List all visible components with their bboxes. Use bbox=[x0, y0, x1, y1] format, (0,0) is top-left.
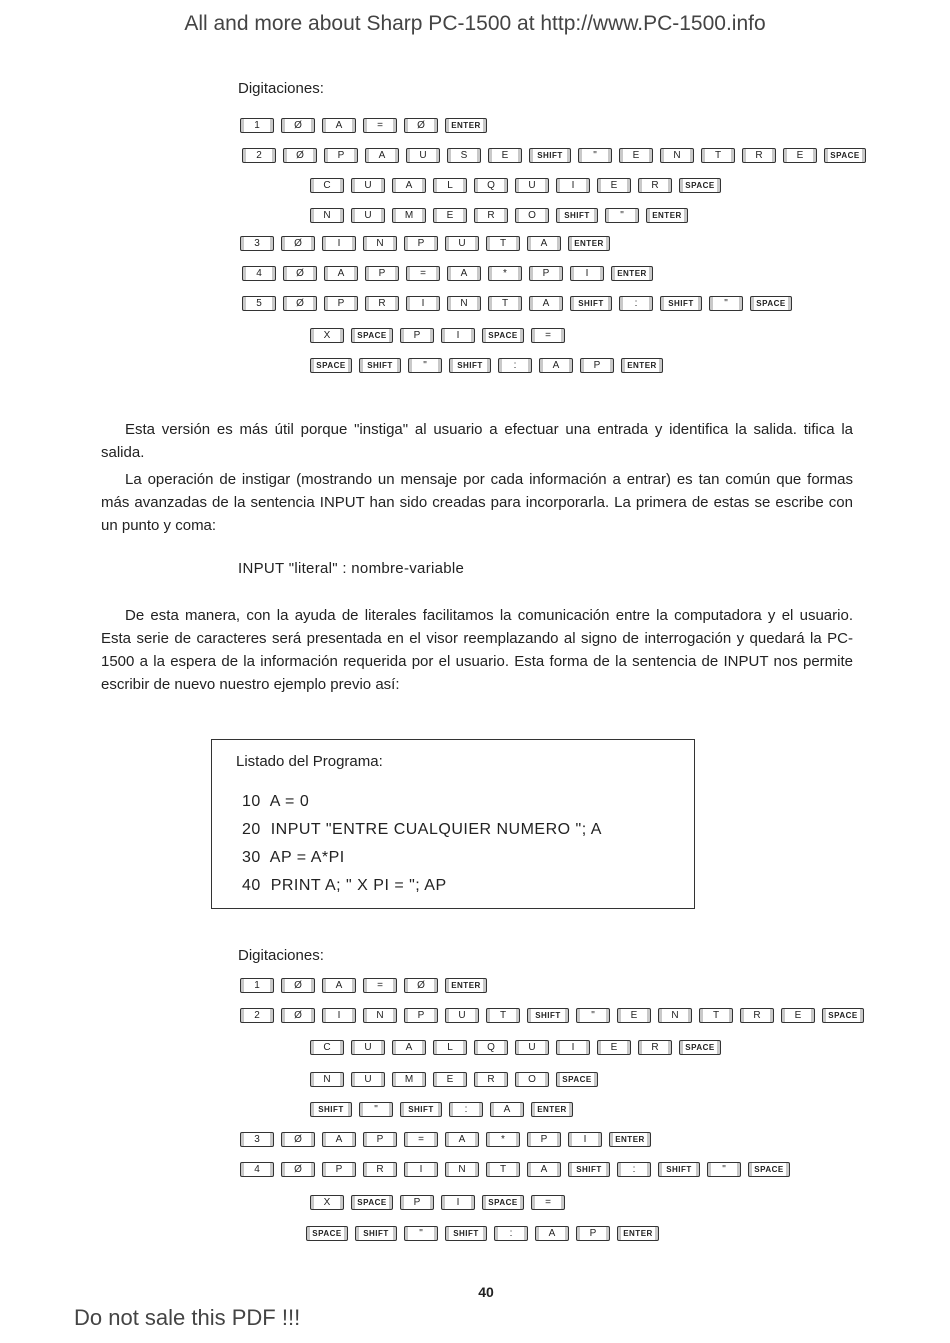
keystrokes-2-row bbox=[310, 1072, 598, 1087]
key-space: SPACE bbox=[310, 358, 352, 373]
paragraph-2: La operación de instigar (mostrando un mensaje por cada información a entrar) es tan común que formas más avanzadas de la sentencia INPUT han sido creadas para incorporarla. La primera de estas se escribe con un punto y coma: bbox=[101, 471, 853, 534]
key-char: E bbox=[597, 178, 631, 193]
input-syntax: INPUT "literal" : nombre-variable bbox=[238, 560, 465, 577]
key-char: I bbox=[441, 1195, 475, 1210]
key-char: U bbox=[515, 1040, 549, 1055]
key-char: R bbox=[638, 1040, 672, 1055]
keystrokes-2-row bbox=[306, 1226, 659, 1241]
key-char: P bbox=[404, 1008, 438, 1023]
key-char: U bbox=[351, 1040, 385, 1055]
page-number: 40 bbox=[478, 1284, 494, 1300]
keystrokes-1-row bbox=[242, 266, 653, 281]
listing-line: 20 INPUT "ENTRE CUALQUIER NUMERO "; A bbox=[242, 821, 602, 838]
key-char: X bbox=[310, 328, 344, 343]
key-char: U bbox=[445, 1008, 479, 1023]
key-char: : bbox=[619, 296, 653, 311]
key-char: R bbox=[740, 1008, 774, 1023]
key-enter: ENTER bbox=[617, 1226, 659, 1241]
key-char: 1 bbox=[240, 978, 274, 993]
key-char: P bbox=[404, 236, 438, 251]
key-space: SPACE bbox=[824, 148, 866, 163]
key-char: 3 bbox=[240, 236, 274, 251]
key-char: = bbox=[363, 978, 397, 993]
key-char: " bbox=[576, 1008, 610, 1023]
keystrokes-1-row bbox=[240, 236, 610, 251]
key-char: I bbox=[406, 296, 440, 311]
key-char: U bbox=[445, 236, 479, 251]
key-char: N bbox=[445, 1162, 479, 1177]
key-char: " bbox=[578, 148, 612, 163]
key-enter: ENTER bbox=[646, 208, 688, 223]
keystrokes-1-row bbox=[310, 208, 688, 223]
keystrokes-1-row bbox=[310, 358, 663, 373]
key-shift: SHIFT bbox=[527, 1008, 569, 1023]
key-shift: SHIFT bbox=[556, 208, 598, 223]
key-char: A bbox=[324, 266, 358, 281]
key-char: * bbox=[488, 266, 522, 281]
key-char: A bbox=[322, 118, 356, 133]
key-char: = bbox=[531, 328, 565, 343]
key-char: 2 bbox=[242, 148, 276, 163]
key-char: Ø bbox=[281, 1008, 315, 1023]
key-char: M bbox=[392, 208, 426, 223]
key-char: 4 bbox=[242, 266, 276, 281]
key-char: O bbox=[515, 1072, 549, 1087]
key-char: A bbox=[447, 266, 481, 281]
keystrokes-2-row bbox=[240, 1162, 790, 1177]
key-char: U bbox=[351, 178, 385, 193]
key-shift: SHIFT bbox=[568, 1162, 610, 1177]
key-char: U bbox=[351, 1072, 385, 1087]
key-enter: ENTER bbox=[611, 266, 653, 281]
key-char: E bbox=[433, 208, 467, 223]
key-char: Ø bbox=[404, 978, 438, 993]
key-char: A bbox=[527, 1162, 561, 1177]
key-char: P bbox=[324, 296, 358, 311]
key-char: " bbox=[707, 1162, 741, 1177]
key-char: T bbox=[486, 1008, 520, 1023]
key-char: Ø bbox=[283, 296, 317, 311]
key-enter: ENTER bbox=[445, 118, 487, 133]
key-shift: SHIFT bbox=[445, 1226, 487, 1241]
key-char: " bbox=[408, 358, 442, 373]
key-space: SPACE bbox=[482, 328, 524, 343]
key-char: = bbox=[406, 266, 440, 281]
key-char: : bbox=[494, 1226, 528, 1241]
listing-line: 10 A = 0 bbox=[242, 793, 310, 810]
keystrokes-2-row bbox=[310, 1040, 721, 1055]
key-shift: SHIFT bbox=[660, 296, 702, 311]
keystrokes-label-2: Digitaciones: bbox=[238, 947, 324, 964]
key-char: E bbox=[488, 148, 522, 163]
key-char: P bbox=[365, 266, 399, 281]
key-char: " bbox=[709, 296, 743, 311]
key-char: I bbox=[322, 236, 356, 251]
key-shift: SHIFT bbox=[310, 1102, 352, 1117]
key-char: " bbox=[404, 1226, 438, 1241]
key-char: T bbox=[486, 1162, 520, 1177]
key-enter: ENTER bbox=[531, 1102, 573, 1117]
key-char: 2 bbox=[240, 1008, 274, 1023]
key-char: N bbox=[658, 1008, 692, 1023]
page-header: All and more about Sharp PC-1500 at http://www.PC-1500.info bbox=[184, 12, 766, 35]
key-char: Ø bbox=[283, 148, 317, 163]
key-space: SPACE bbox=[822, 1008, 864, 1023]
key-char: I bbox=[441, 328, 475, 343]
key-char: R bbox=[742, 148, 776, 163]
key-char: A bbox=[392, 1040, 426, 1055]
key-char: A bbox=[529, 296, 563, 311]
key-char: M bbox=[392, 1072, 426, 1087]
key-char: P bbox=[527, 1132, 561, 1147]
key-char: O bbox=[515, 208, 549, 223]
keystrokes-1-row bbox=[242, 148, 866, 163]
key-char: P bbox=[363, 1132, 397, 1147]
key-space: SPACE bbox=[679, 178, 721, 193]
key-char: I bbox=[322, 1008, 356, 1023]
page-footer: Do not sale this PDF !!! bbox=[74, 1305, 301, 1330]
key-char: S bbox=[447, 148, 481, 163]
key-char: P bbox=[529, 266, 563, 281]
key-char: I bbox=[570, 266, 604, 281]
keystrokes-1-row bbox=[310, 178, 721, 193]
key-char: N bbox=[363, 1008, 397, 1023]
key-char: Q bbox=[474, 178, 508, 193]
program-listing bbox=[211, 739, 695, 909]
key-char: Ø bbox=[281, 978, 315, 993]
key-enter: ENTER bbox=[445, 978, 487, 993]
keystrokes-2-row bbox=[240, 1132, 651, 1147]
key-char: U bbox=[515, 178, 549, 193]
key-char: P bbox=[576, 1226, 610, 1241]
key-char: E bbox=[433, 1072, 467, 1087]
listing-line: 40 PRINT A; " X PI = "; AP bbox=[242, 877, 447, 894]
key-char: R bbox=[363, 1162, 397, 1177]
key-char: N bbox=[363, 236, 397, 251]
key-shift: SHIFT bbox=[570, 296, 612, 311]
key-char: A bbox=[490, 1102, 524, 1117]
key-char: L bbox=[433, 1040, 467, 1055]
key-char: Ø bbox=[283, 266, 317, 281]
key-char: P bbox=[324, 148, 358, 163]
key-char: T bbox=[488, 296, 522, 311]
key-char: I bbox=[404, 1162, 438, 1177]
key-char: * bbox=[486, 1132, 520, 1147]
keystrokes-2-row bbox=[310, 1195, 565, 1210]
key-char: A bbox=[527, 236, 561, 251]
key-char: Ø bbox=[281, 118, 315, 133]
key-char: P bbox=[322, 1162, 356, 1177]
key-char: L bbox=[433, 178, 467, 193]
key-char: T bbox=[699, 1008, 733, 1023]
key-char: N bbox=[310, 208, 344, 223]
paragraph-3: De esta manera, con la ayuda de literales facilitamos la comunicación entre la computadora y el usuario. Esta serie de caracteres será presentada en el visor reemplazando al signo de interrogación y quedará la PC-1500 a la espera de la información requerida por el usuario. Esta forma de la sentencia de INPUT nos permite escribir de nuevo nuestro ejemplo previo así: bbox=[101, 607, 853, 693]
key-char: A bbox=[445, 1132, 479, 1147]
key-char: C bbox=[310, 1040, 344, 1055]
key-space: SPACE bbox=[750, 296, 792, 311]
key-shift: SHIFT bbox=[355, 1226, 397, 1241]
key-char: A bbox=[322, 978, 356, 993]
key-char: R bbox=[474, 1072, 508, 1087]
key-char: I bbox=[568, 1132, 602, 1147]
key-char: : bbox=[449, 1102, 483, 1117]
key-char: U bbox=[351, 208, 385, 223]
key-char: E bbox=[619, 148, 653, 163]
key-char: 4 bbox=[240, 1162, 274, 1177]
key-shift: SHIFT bbox=[658, 1162, 700, 1177]
key-char: 5 bbox=[242, 296, 276, 311]
key-enter: ENTER bbox=[621, 358, 663, 373]
key-char: A bbox=[539, 358, 573, 373]
key-char: A bbox=[535, 1226, 569, 1241]
key-space: SPACE bbox=[306, 1226, 348, 1241]
key-shift: SHIFT bbox=[529, 148, 571, 163]
key-char: " bbox=[605, 208, 639, 223]
listing-title: Listado del Programa: bbox=[236, 753, 383, 770]
keystrokes-2-row bbox=[310, 1102, 573, 1117]
key-char: I bbox=[556, 1040, 590, 1055]
key-char: T bbox=[486, 236, 520, 251]
key-char: = bbox=[363, 118, 397, 133]
key-enter: ENTER bbox=[568, 236, 610, 251]
key-char: N bbox=[660, 148, 694, 163]
key-char: P bbox=[400, 328, 434, 343]
key-char: A bbox=[365, 148, 399, 163]
key-space: SPACE bbox=[556, 1072, 598, 1087]
keystrokes-1-row bbox=[240, 118, 487, 133]
key-char: E bbox=[617, 1008, 651, 1023]
key-space: SPACE bbox=[351, 328, 393, 343]
listing-line: 30 AP = A*PI bbox=[242, 849, 345, 866]
key-char: Ø bbox=[281, 236, 315, 251]
key-char: X bbox=[310, 1195, 344, 1210]
key-char: : bbox=[617, 1162, 651, 1177]
key-char: 3 bbox=[240, 1132, 274, 1147]
key-enter: ENTER bbox=[609, 1132, 651, 1147]
keystrokes-2-row bbox=[240, 978, 487, 993]
key-char: E bbox=[783, 148, 817, 163]
key-char: Ø bbox=[281, 1132, 315, 1147]
key-char: Q bbox=[474, 1040, 508, 1055]
key-shift: SHIFT bbox=[449, 358, 491, 373]
key-char: C bbox=[310, 178, 344, 193]
key-char: 1 bbox=[240, 118, 274, 133]
key-char: Ø bbox=[404, 118, 438, 133]
key-char: A bbox=[392, 178, 426, 193]
key-space: SPACE bbox=[351, 1195, 393, 1210]
key-char: " bbox=[359, 1102, 393, 1117]
key-char: U bbox=[406, 148, 440, 163]
paragraph-1: Esta versión es más útil porque "instiga" al usuario a efectuar una entrada y identifica la salida. tifica la salida. bbox=[101, 421, 853, 461]
key-char: P bbox=[400, 1195, 434, 1210]
keystrokes-1-row bbox=[242, 296, 792, 311]
key-char: E bbox=[781, 1008, 815, 1023]
key-char: R bbox=[365, 296, 399, 311]
key-char: = bbox=[531, 1195, 565, 1210]
keystrokes-2-row bbox=[240, 1008, 864, 1023]
key-char: T bbox=[701, 148, 735, 163]
keystrokes-1-row bbox=[310, 328, 565, 343]
key-space: SPACE bbox=[748, 1162, 790, 1177]
key-char: A bbox=[322, 1132, 356, 1147]
key-shift: SHIFT bbox=[359, 358, 401, 373]
key-char: = bbox=[404, 1132, 438, 1147]
key-char: R bbox=[638, 178, 672, 193]
key-char: R bbox=[474, 208, 508, 223]
key-char: Ø bbox=[281, 1162, 315, 1177]
key-space: SPACE bbox=[482, 1195, 524, 1210]
key-char: E bbox=[597, 1040, 631, 1055]
key-char: P bbox=[580, 358, 614, 373]
key-char: : bbox=[498, 358, 532, 373]
key-space: SPACE bbox=[679, 1040, 721, 1055]
key-char: N bbox=[310, 1072, 344, 1087]
keystrokes-label-1: Digitaciones: bbox=[238, 80, 324, 97]
key-char: I bbox=[556, 178, 590, 193]
key-shift: SHIFT bbox=[400, 1102, 442, 1117]
key-char: N bbox=[447, 296, 481, 311]
